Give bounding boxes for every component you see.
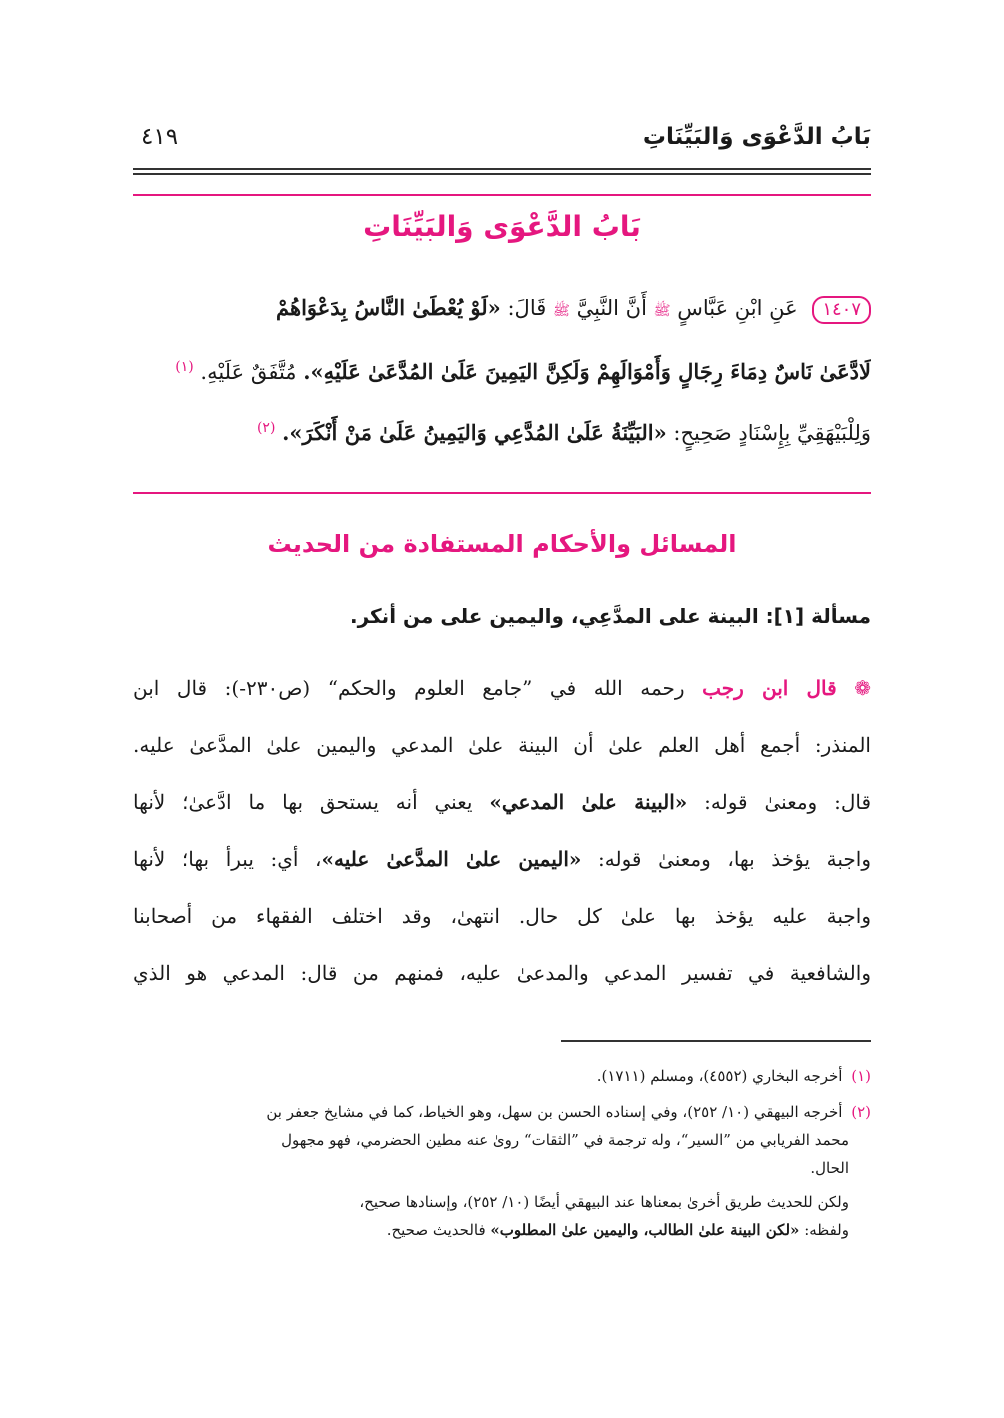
body-line-6: والشافعية في تفسير المدعي والمدعىٰ عليه، فمنهم من قال: المدعي هو الذي xyxy=(133,961,871,985)
footnote-1-text: أخرجه البخاري (٤٥٥٢)، ومسلم (١٧١١). xyxy=(596,1067,843,1085)
body-text-4c: ، أي: يبرأ بها؛ لأنها xyxy=(133,847,322,871)
hadith-text-3a: وَلِلْبَيْهَقِيِّ بِإِسْنَادٍ صَحِيحٍ: xyxy=(673,421,871,445)
issue-heading: مسألة [١]: البينة على المدَّعِي، واليمين على من أنكر. xyxy=(350,604,871,628)
hadith-number-badge: ١٤٠٧ xyxy=(812,296,871,324)
footnote-ref-2[interactable]: (٢) xyxy=(256,420,276,436)
running-title: بَابُ الدَّعْوَى وَالبَيِّنَاتِ xyxy=(642,124,871,150)
hadith-text-2b: مُتَّفَقٌ عَلَيْهِ. xyxy=(200,360,297,384)
footnote-2-sub-2c: فالحديث صحيح. xyxy=(386,1221,486,1239)
footnotes xyxy=(133,1062,871,1252)
body-text-4b: «اليمين علىٰ المدَّعىٰ عليه» xyxy=(321,847,582,871)
footnote-1 xyxy=(133,1062,871,1090)
chapter-rule-top xyxy=(133,194,871,196)
footnote-2 xyxy=(133,1098,871,1244)
body-line-4 xyxy=(133,831,871,888)
body-text xyxy=(133,660,871,1002)
hadith-text-1d: «لَوْ يُعْطَىٰ النَّاسُ بِدَعْوَاهُمْ xyxy=(276,295,501,320)
footnote-2-sub-2a: ولفظه: xyxy=(804,1221,849,1239)
footnote-2-line-3: الحال. xyxy=(810,1159,849,1177)
footnote-separator xyxy=(561,1040,871,1042)
flower-icon: ❁ xyxy=(854,676,871,700)
footnote-1-number: (١) xyxy=(851,1067,871,1085)
footnote-2-sub-2b: «لكن البينة علىٰ الطالب، واليمين علىٰ المطلوب» xyxy=(490,1221,800,1239)
honorific-2: ﷺ xyxy=(552,303,570,319)
hadith-narrator: عَنِ ابْنِ عَبَّاسٍ xyxy=(677,296,798,320)
footnote-ref-1[interactable]: (١) xyxy=(175,359,194,375)
body-text-3b: «البينة علىٰ المدعي» xyxy=(489,790,688,814)
scholar-name: قال ابن رجب xyxy=(702,676,837,700)
hadith-text-3b: «البَيِّنَةُ عَلَىٰ المُدَّعِي وَاليَمِينُ عَلَىٰ مَنْ أَنْكَرَ». xyxy=(282,420,667,445)
header-rule-bottom xyxy=(133,173,871,175)
footnote-2-sub xyxy=(133,1188,871,1244)
body-text-1b: رحمه الله في ”جامع العلوم والحكم“ (ص٢٣٠-): قال ابن xyxy=(133,676,685,700)
body-text-3a: قال: ومعنىٰ قوله: xyxy=(704,790,871,814)
body-line-3 xyxy=(133,774,871,831)
chapter-title: بَابُ الدَّعْوَى وَالبَيِّنَاتِ xyxy=(363,210,641,243)
honorific-1: ﷺ xyxy=(653,303,671,319)
hadith-text-2a: لَادَّعَىٰ نَاسٌ دِمَاءَ رِجَالٍ وَأَمْوَالَهِمْ وَلَكِنَّ اليَمِينَ عَلَىٰ المُدَّعَىٰ عَلَيْهِ». xyxy=(303,359,871,384)
footnote-2-number: (٢) xyxy=(851,1103,871,1121)
footnote-2-line-1: أخرجه البيهقي (١٠/ ٢٥٢)، وفي إسناده الحسن بن سهل، وهو الخياط، كما في مشايخ جعفر بن xyxy=(266,1103,843,1121)
body-text-3c: يعني أنه يستحق بها ما ادَّعىٰ؛ لأنها xyxy=(133,790,473,814)
body-text-4a: واجبة يؤخذ بها، ومعنىٰ قوله: xyxy=(598,847,871,871)
hadith-text-1b: أَنَّ النَّبِيَّ xyxy=(576,296,647,320)
hadith-line-3 xyxy=(133,400,871,461)
body-line-5: واجبة عليه يؤخذ بها علىٰ كل حال. انتهىٰ، وقد اختلف الفقهاء من أصحابنا xyxy=(133,904,871,928)
header-rule-top xyxy=(133,168,871,170)
page-number: ٤١٩ xyxy=(141,124,179,150)
hadith-text-1c: قَالَ: xyxy=(507,296,547,320)
footnote-2-sub-line-2 xyxy=(133,1216,849,1244)
body-line-1 xyxy=(133,660,871,717)
hadith-line-1 xyxy=(133,280,871,339)
footnote-2-sub-line-1: ولكن للحديث طريق أخرىٰ بمعناها عند البيهقي أيضًا (١٠/ ٢٥٢)، وإسنادها صحيح، xyxy=(359,1193,849,1211)
hadith-block xyxy=(133,280,871,461)
hadith-rule-bottom xyxy=(133,492,871,494)
section-title: المسائل والأحكام المستفادة من الحديث xyxy=(267,530,737,558)
footnote-2-line-2: محمد الفريابي من ”السير“، وله ترجمة في ”الثقات“ روىٰ عنه مطين الحضرمي، فهو مجهول xyxy=(281,1131,849,1149)
body-line-2: المنذر: أجمع أهل العلم علىٰ أن البينة علىٰ المدعي واليمين علىٰ المدَّعىٰ عليه. xyxy=(133,733,871,757)
hadith-line-2 xyxy=(133,339,871,400)
running-header xyxy=(133,118,871,164)
